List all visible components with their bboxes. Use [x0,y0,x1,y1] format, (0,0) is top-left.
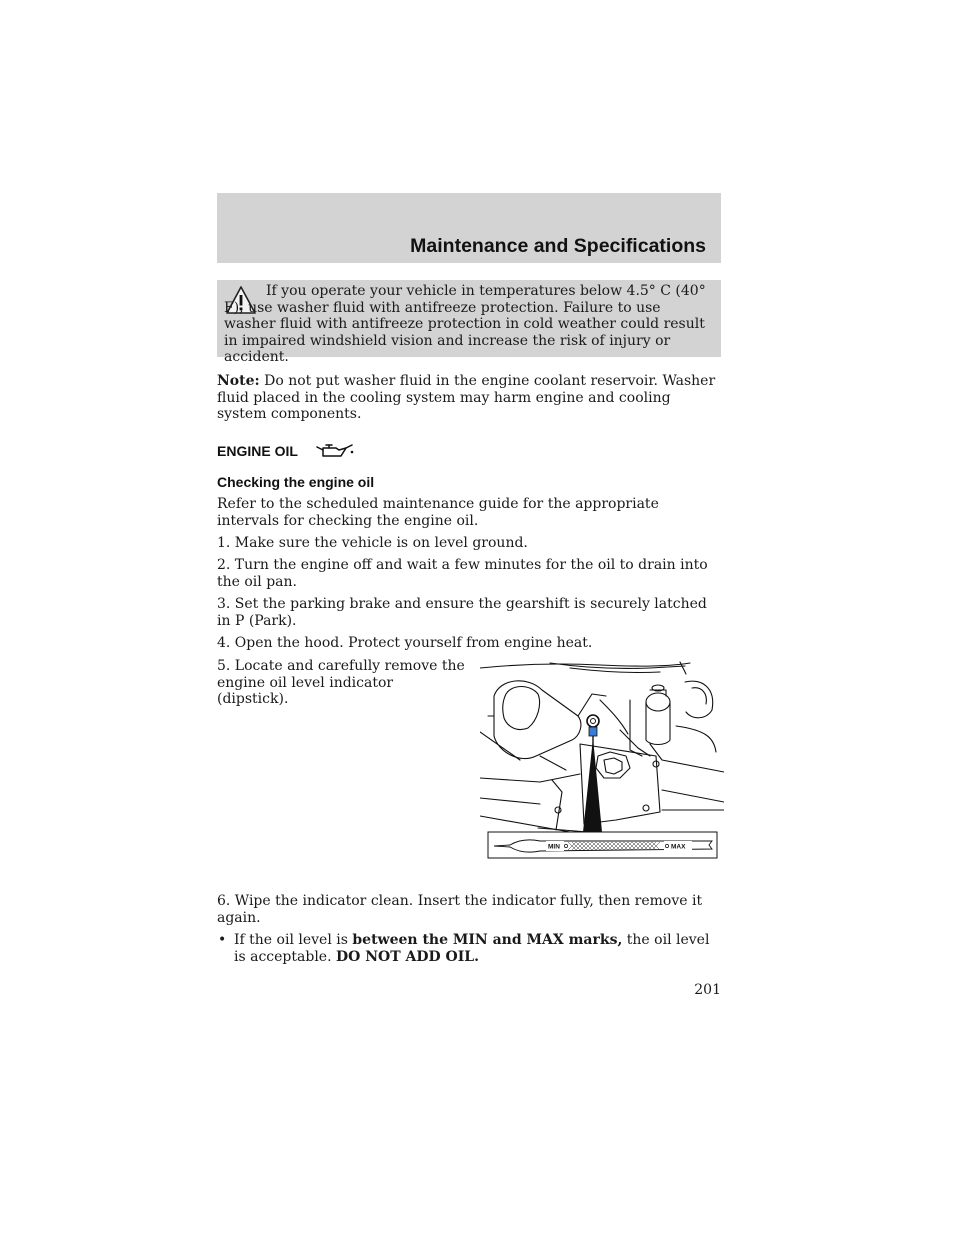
step-4: 4. Open the hood. Protect yourself from engine heat. [217,635,593,651]
page-title: Maintenance and Specifications [410,235,706,257]
page-number: 201 [694,982,721,998]
warning-box [217,280,721,365]
oil-can-icon [313,440,355,460]
bullet-marker: • [218,932,227,948]
bullet-bold-range: between the MIN and MAX marks, [352,932,623,948]
note-paragraph [217,373,723,423]
step-5: 5. Locate and carefully remove the engine oil level indicator (dipstick). [217,658,465,707]
step-6: 6. Wipe the indicator clean. Insert the indicator fully, then remove it again. [217,893,703,926]
bullet-bold-warning: DO NOT ADD OIL. [336,948,479,965]
note-label: Note: [217,373,260,389]
step-2: 2. Turn the engine off and wait a few minutes for the oil to drain into the oil pan. [217,557,708,590]
engine-dipstick-illustration [480,660,724,862]
dipstick-max-label: MAX [671,843,686,851]
bullet-middle: the oil level is acceptable. [234,932,710,965]
subsection-title: Checking the engine oil [217,474,375,490]
section-title: ENGINE OIL [217,443,298,459]
intro-paragraph: Refer to the scheduled maintenance guide for the appropriate intervals for checking the engine oil. [217,496,659,529]
step-1: 1. Make sure the vehicle is on level ground. [217,535,528,551]
page-header [217,193,721,263]
warning-text: If you operate your vehicle in temperatures below 4.5° C (40° F), use washer fluid with antifreeze protection. Failure to use washer fluid with antifreeze protection in cold weather could result in impaired windshield vision and increase the risk of injury or accident. [224,283,706,365]
note-text: Do not put washer fluid in the engine coolant reservoir. Washer fluid placed in the cooling system may harm engine and cooling system components. [217,373,716,422]
bullet-item [234,932,724,965]
step-3: 3. Set the parking brake and ensure the gearshift is securely latched in P (Park). [217,596,707,629]
bullet-prefix: If the oil level is [234,932,353,948]
dipstick-min-label: MIN [548,843,560,851]
